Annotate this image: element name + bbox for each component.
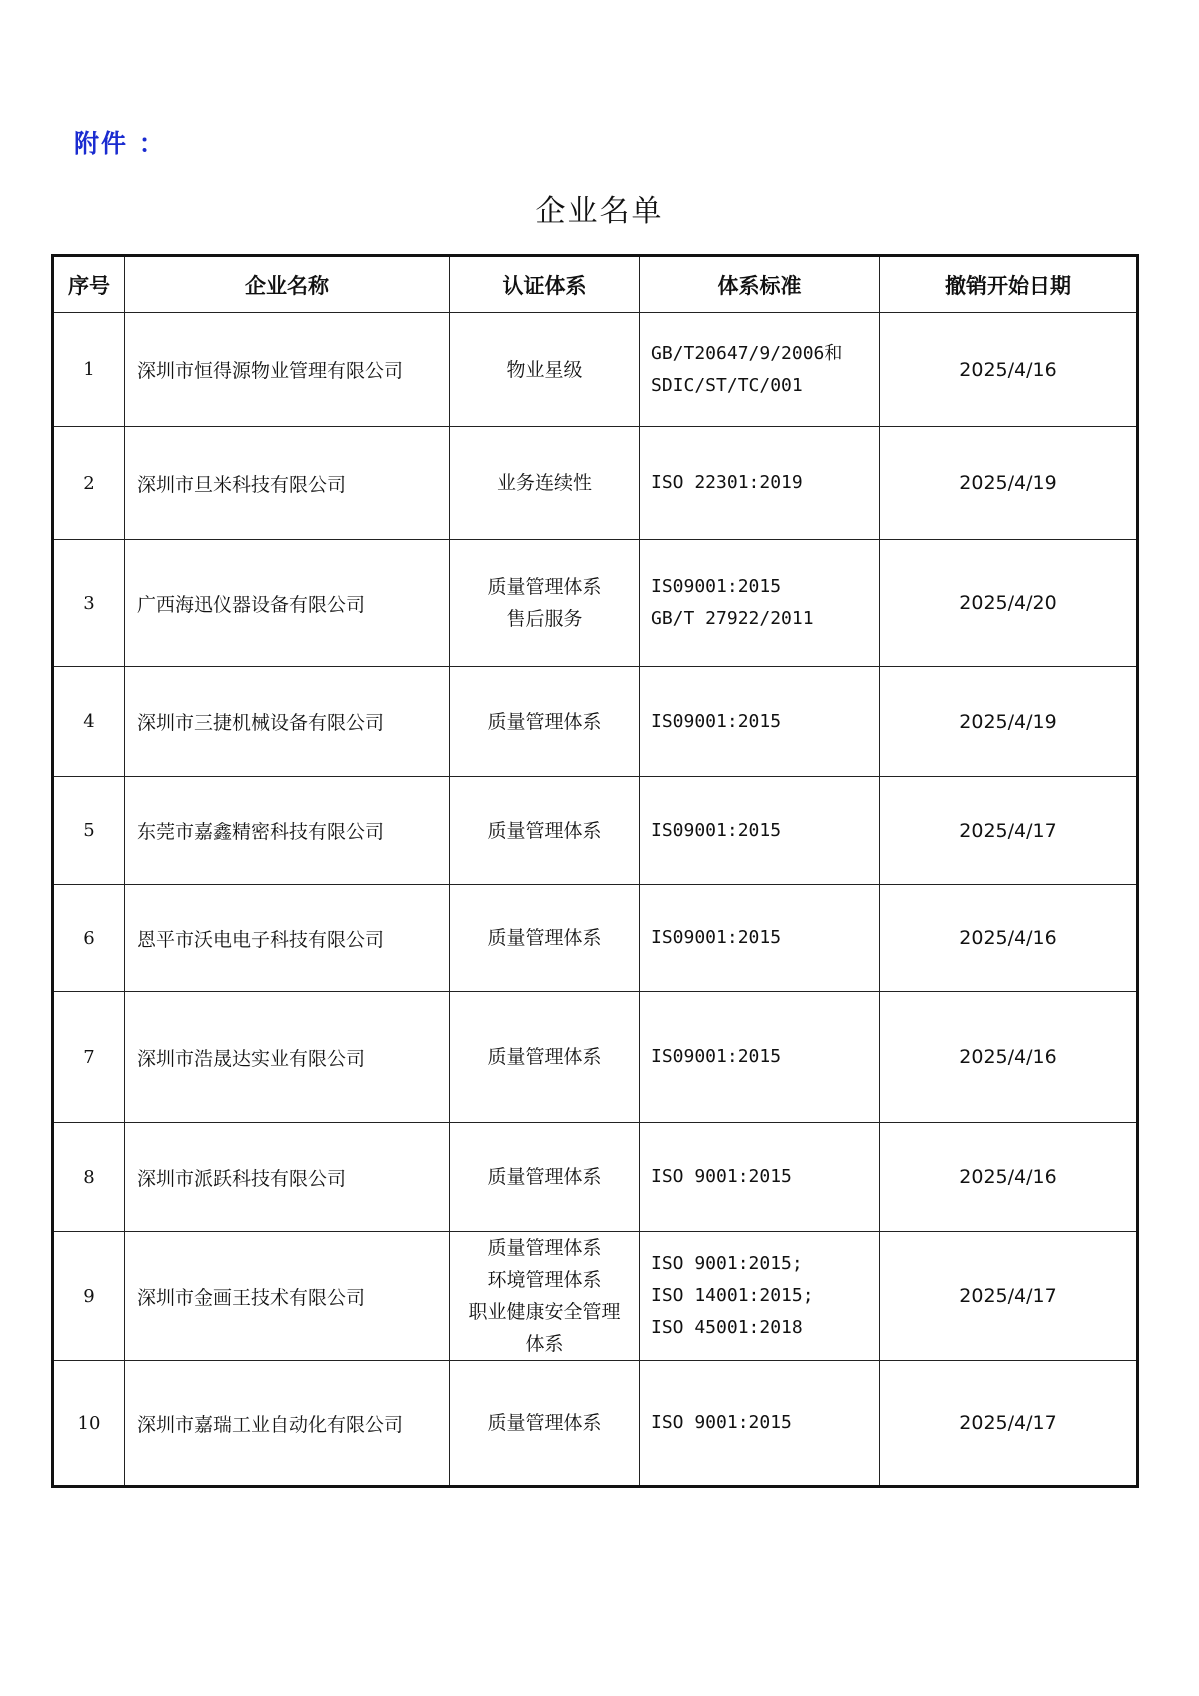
cell-standard <box>640 992 880 1123</box>
cell-name: 深圳市浩晟达实业有限公司 <box>125 992 450 1123</box>
cell-name: 深圳市恒得源物业管理有限公司 <box>125 313 450 427</box>
cell-system-line: 体系 <box>525 1333 564 1355</box>
header-name: 企业名称 <box>125 256 450 313</box>
cell-no: 7 <box>53 992 125 1123</box>
cell-standard-line: GB/T20647/9/2006和 <box>651 342 843 364</box>
cell-standard-line: IS09001:2015 <box>651 1046 782 1067</box>
cell-no: 8 <box>53 1123 125 1232</box>
table-row <box>53 540 1138 667</box>
cell-system-line: 质量管理体系 <box>487 710 602 733</box>
table-row <box>53 427 1138 540</box>
cell-system-line: 质量管理体系 <box>487 1166 602 1188</box>
cell-system-line: 质量管理体系 <box>487 1412 602 1434</box>
cell-standard-line: IS09001:2015 <box>651 819 782 841</box>
table-row <box>53 667 1138 777</box>
cell-date: 2025/4/17 <box>880 1361 1138 1487</box>
cell-date: 2025/4/19 <box>880 427 1138 540</box>
cell-date: 2025/4/19 <box>880 667 1138 777</box>
cell-system-line: 质量管理体系 <box>487 1046 602 1068</box>
cell-standard-line: IS09001:2015 <box>651 710 782 732</box>
cell-standard <box>640 777 880 885</box>
cell-system-line: 质量管理体系 <box>487 576 602 598</box>
cell-system-line: 质量管理体系 <box>487 819 602 842</box>
table-row <box>53 1232 1138 1361</box>
table-row <box>53 1361 1138 1487</box>
cell-system <box>450 540 640 667</box>
cell-name: 深圳市派跃科技有限公司 <box>125 1123 450 1232</box>
table-row <box>53 777 1138 885</box>
cell-name: 深圳市三捷机械设备有限公司 <box>125 667 450 777</box>
cell-system <box>450 427 640 540</box>
cell-standard-line: ISO 9001:2015; <box>651 1253 803 1274</box>
page-title: 企业名单 <box>535 194 664 229</box>
cell-system <box>450 667 640 777</box>
cell-standard <box>640 885 880 992</box>
cell-name: 东莞市嘉鑫精密科技有限公司 <box>125 777 450 885</box>
table-row <box>53 1123 1138 1232</box>
table-row <box>53 885 1138 992</box>
cell-standard <box>640 427 880 540</box>
cell-standard-line: ISO 45001:2018 <box>651 1317 803 1338</box>
cell-standard-line: ISO 22301:2019 <box>651 472 803 493</box>
table-header-row <box>53 256 1138 313</box>
cell-system <box>450 777 640 885</box>
cell-no: 9 <box>53 1232 125 1361</box>
cell-system <box>450 1232 640 1361</box>
cell-system <box>450 1361 640 1487</box>
cell-no: 6 <box>53 885 125 992</box>
attachment-label: 附件 ： <box>74 129 166 158</box>
table-row <box>53 992 1138 1123</box>
cell-no: 2 <box>53 427 125 540</box>
cell-system-line: 业务连续性 <box>496 472 592 494</box>
header-system: 认证体系 <box>450 256 640 313</box>
table-row <box>53 313 1138 427</box>
cell-date: 2025/4/16 <box>880 1123 1138 1232</box>
cell-standard <box>640 1123 880 1232</box>
cell-standard <box>640 667 880 777</box>
cell-standard <box>640 540 880 667</box>
cell-name: 深圳市金画王技术有限公司 <box>125 1232 450 1361</box>
cell-no: 3 <box>53 540 125 667</box>
cell-system-line: 质量管理体系 <box>487 1237 602 1259</box>
cell-date: 2025/4/20 <box>880 540 1138 667</box>
cell-standard-line: SDIC/ST/TC/001 <box>651 374 803 396</box>
cell-standard-line: ISO 9001:2015 <box>651 1412 792 1433</box>
cell-name: 恩平市沃电电子科技有限公司 <box>125 885 450 992</box>
cell-no: 10 <box>53 1361 125 1487</box>
header-no: 序号 <box>53 256 125 313</box>
cell-standard <box>640 1361 880 1487</box>
cell-system <box>450 885 640 992</box>
cell-no: 4 <box>53 667 125 777</box>
cell-standard-line: GB/T 27922/2011 <box>651 608 814 629</box>
cell-date: 2025/4/16 <box>880 885 1138 992</box>
cell-system-line: 质量管理体系 <box>487 927 602 949</box>
cell-date: 2025/4/17 <box>880 1232 1138 1361</box>
cell-date: 2025/4/16 <box>880 313 1138 427</box>
cell-name: 深圳市旦米科技有限公司 <box>125 427 450 540</box>
cell-system-line: 环境管理体系 <box>487 1269 602 1291</box>
cell-standard-line: IS09001:2015 <box>651 927 782 948</box>
cell-no: 1 <box>53 313 125 427</box>
cell-standard-line: ISO 9001:2015 <box>651 1166 792 1187</box>
cell-name: 深圳市嘉瑞工业自动化有限公司 <box>125 1361 450 1487</box>
cell-name: 广西海迅仪器设备有限公司 <box>125 540 450 667</box>
cell-system-line: 职业健康安全管理 <box>468 1301 621 1323</box>
cell-date: 2025/4/17 <box>880 777 1138 885</box>
cell-system <box>450 1123 640 1232</box>
cell-standard <box>640 313 880 427</box>
cell-system-line: 物业星级 <box>506 358 583 381</box>
cell-no: 5 <box>53 777 125 885</box>
cell-standard-line: IS09001:2015 <box>651 576 782 597</box>
header-date: 撤销开始日期 <box>880 256 1138 313</box>
cell-standard-line: ISO 14001:2015; <box>651 1285 814 1306</box>
cell-standard <box>640 1232 880 1361</box>
cell-system <box>450 992 640 1123</box>
table-body <box>53 313 1138 1487</box>
cell-system-line: 售后服务 <box>506 608 583 630</box>
enterprise-table <box>51 254 1139 1488</box>
cell-system <box>450 313 640 427</box>
cell-date: 2025/4/16 <box>880 992 1138 1123</box>
header-standard: 体系标准 <box>640 256 880 313</box>
